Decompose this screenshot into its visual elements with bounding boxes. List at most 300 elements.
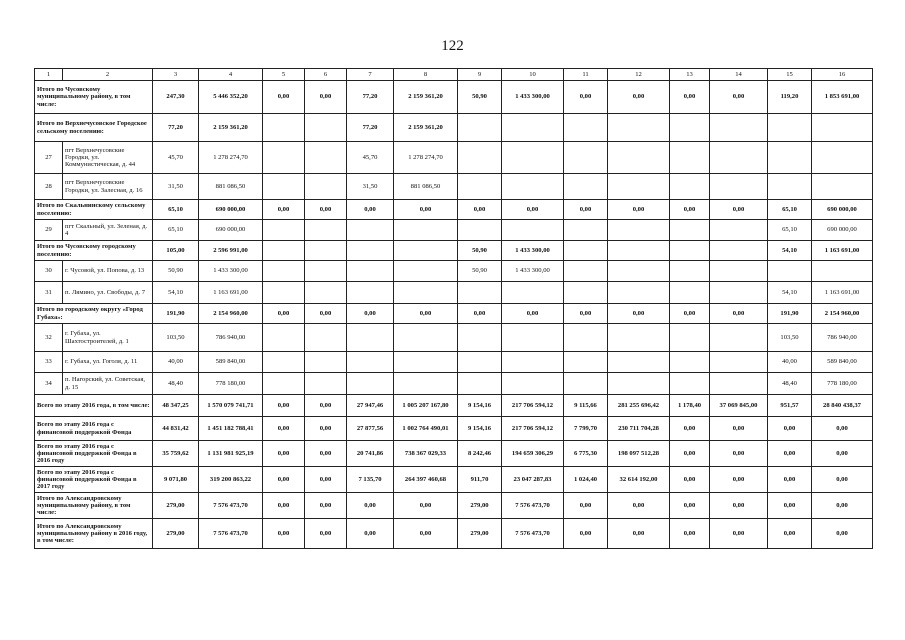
value-cell bbox=[263, 220, 305, 241]
value-cell: 0,00 bbox=[564, 81, 608, 114]
value-cell bbox=[564, 142, 608, 174]
value-cell: 1 005 207 167,80 bbox=[394, 395, 458, 417]
value-cell: 27 947,46 bbox=[347, 395, 394, 417]
value-cell: 0,00 bbox=[710, 441, 768, 467]
value-cell bbox=[670, 324, 710, 352]
value-cell: 2 159 361,20 bbox=[394, 114, 458, 142]
value-cell bbox=[564, 174, 608, 200]
value-cell: 32 614 192,00 bbox=[608, 467, 670, 493]
total-label: Всего по этапу 2016 года с финансовой поддержкой Фонда в 2017 году bbox=[35, 467, 153, 493]
value-cell bbox=[347, 324, 394, 352]
value-cell: 7 135,70 bbox=[347, 467, 394, 493]
value-cell: 31,50 bbox=[347, 174, 394, 200]
value-cell: 0,00 bbox=[670, 417, 710, 441]
value-cell bbox=[710, 174, 768, 200]
value-cell: 0,00 bbox=[670, 519, 710, 549]
value-cell bbox=[458, 324, 502, 352]
value-cell bbox=[263, 352, 305, 373]
value-cell: 6 775,30 bbox=[564, 441, 608, 467]
value-cell bbox=[502, 352, 564, 373]
value-cell bbox=[458, 114, 502, 142]
value-cell: 0,00 bbox=[347, 519, 394, 549]
value-cell bbox=[263, 114, 305, 142]
column-header: 14 bbox=[710, 69, 768, 81]
value-cell bbox=[768, 174, 812, 200]
value-cell: 0,00 bbox=[347, 493, 394, 519]
value-cell bbox=[394, 352, 458, 373]
value-cell: 319 200 863,22 bbox=[199, 467, 263, 493]
value-cell: 2 154 960,00 bbox=[199, 304, 263, 324]
value-cell: 0,00 bbox=[305, 441, 347, 467]
value-cell bbox=[768, 142, 812, 174]
value-cell: 50,90 bbox=[458, 81, 502, 114]
value-cell: 48 347,25 bbox=[153, 395, 199, 417]
value-cell: 0,00 bbox=[564, 304, 608, 324]
value-cell: 35 759,62 bbox=[153, 441, 199, 467]
value-cell bbox=[710, 324, 768, 352]
table-body bbox=[35, 69, 873, 549]
value-cell bbox=[670, 220, 710, 241]
value-cell: 0,00 bbox=[608, 519, 670, 549]
value-cell: 54,10 bbox=[153, 282, 199, 304]
value-cell bbox=[458, 282, 502, 304]
value-cell bbox=[347, 220, 394, 241]
table-row bbox=[35, 282, 873, 304]
value-cell: 48,40 bbox=[768, 373, 812, 395]
value-cell bbox=[502, 282, 564, 304]
row-index: 32 bbox=[35, 324, 63, 352]
value-cell: 778 180,00 bbox=[812, 373, 873, 395]
value-cell: 0,00 bbox=[305, 493, 347, 519]
column-header: 11 bbox=[564, 69, 608, 81]
value-cell: 7 576 473,70 bbox=[199, 519, 263, 549]
column-header: 8 bbox=[394, 69, 458, 81]
value-cell bbox=[768, 261, 812, 282]
value-cell: 50,90 bbox=[458, 261, 502, 282]
value-cell: 0,00 bbox=[263, 441, 305, 467]
value-cell: 0,00 bbox=[768, 493, 812, 519]
value-cell: 1 278 274,70 bbox=[199, 142, 263, 174]
value-cell: 0,00 bbox=[458, 304, 502, 324]
value-cell bbox=[394, 373, 458, 395]
value-cell bbox=[502, 220, 564, 241]
address-cell: пгт Верхнечусовские Городки, ул. Залесная, д. 16 bbox=[63, 174, 153, 200]
column-header: 13 bbox=[670, 69, 710, 81]
value-cell bbox=[502, 373, 564, 395]
value-cell: 1 433 300,00 bbox=[502, 261, 564, 282]
value-cell bbox=[347, 261, 394, 282]
value-cell bbox=[710, 282, 768, 304]
value-cell: 0,00 bbox=[564, 493, 608, 519]
value-cell: 0,00 bbox=[305, 304, 347, 324]
value-cell bbox=[305, 373, 347, 395]
value-cell: 7 799,70 bbox=[564, 417, 608, 441]
value-cell: 0,00 bbox=[670, 493, 710, 519]
value-cell bbox=[305, 282, 347, 304]
value-cell: 0,00 bbox=[768, 519, 812, 549]
value-cell: 0,00 bbox=[812, 493, 873, 519]
address-cell: пгт Скальный, ул. Зеленая, д. 4 bbox=[63, 220, 153, 241]
row-index: 31 bbox=[35, 282, 63, 304]
value-cell bbox=[564, 220, 608, 241]
value-cell: 738 367 029,33 bbox=[394, 441, 458, 467]
value-cell bbox=[394, 282, 458, 304]
value-cell: 0,00 bbox=[710, 304, 768, 324]
value-cell: 1 278 274,70 bbox=[394, 142, 458, 174]
row-index: 28 bbox=[35, 174, 63, 200]
total-label: Итого по Верхнечусовское Городское сельскому поселению: bbox=[35, 114, 153, 142]
value-cell bbox=[812, 261, 873, 282]
value-cell bbox=[458, 352, 502, 373]
value-cell: 0,00 bbox=[710, 200, 768, 220]
value-cell: 778 180,00 bbox=[199, 373, 263, 395]
value-cell bbox=[347, 241, 394, 261]
value-cell bbox=[502, 114, 564, 142]
value-cell bbox=[670, 261, 710, 282]
value-cell: 50,90 bbox=[153, 261, 199, 282]
value-cell bbox=[263, 261, 305, 282]
housing-program-table bbox=[34, 68, 873, 549]
value-cell bbox=[710, 373, 768, 395]
value-cell: 0,00 bbox=[263, 304, 305, 324]
value-cell: 0,00 bbox=[263, 493, 305, 519]
value-cell: 1 131 981 925,19 bbox=[199, 441, 263, 467]
value-cell: 0,00 bbox=[768, 441, 812, 467]
value-cell: 45,70 bbox=[153, 142, 199, 174]
value-cell: 0,00 bbox=[394, 304, 458, 324]
value-cell bbox=[347, 373, 394, 395]
total-row bbox=[35, 441, 873, 467]
value-cell: 65,10 bbox=[153, 200, 199, 220]
value-cell: 0,00 bbox=[608, 200, 670, 220]
column-header: 5 bbox=[263, 69, 305, 81]
column-header: 16 bbox=[812, 69, 873, 81]
value-cell: 27 877,56 bbox=[347, 417, 394, 441]
value-cell: 1 433 300,00 bbox=[199, 261, 263, 282]
row-index: 29 bbox=[35, 220, 63, 241]
address-cell: г. Губаха, ул. Шахтостроителей, д. 1 bbox=[63, 324, 153, 352]
value-cell: 23 047 287,83 bbox=[502, 467, 564, 493]
value-cell: 279,00 bbox=[153, 493, 199, 519]
value-cell bbox=[394, 241, 458, 261]
value-cell: 77,20 bbox=[153, 114, 199, 142]
column-header: 3 bbox=[153, 69, 199, 81]
column-header: 12 bbox=[608, 69, 670, 81]
value-cell bbox=[347, 282, 394, 304]
value-cell: 247,30 bbox=[153, 81, 199, 114]
value-cell: 0,00 bbox=[812, 467, 873, 493]
value-cell: 0,00 bbox=[347, 200, 394, 220]
value-cell: 0,00 bbox=[670, 467, 710, 493]
total-label: Итого по городскому округу «Город Губаха»: bbox=[35, 304, 153, 324]
value-cell bbox=[564, 352, 608, 373]
table-row bbox=[35, 352, 873, 373]
value-cell bbox=[608, 324, 670, 352]
value-cell: 105,00 bbox=[153, 241, 199, 261]
value-cell: 279,00 bbox=[458, 519, 502, 549]
value-cell bbox=[710, 352, 768, 373]
value-cell bbox=[564, 261, 608, 282]
value-cell: 48,40 bbox=[153, 373, 199, 395]
value-cell bbox=[394, 220, 458, 241]
value-cell: 0,00 bbox=[812, 441, 873, 467]
value-cell: 2 159 361,20 bbox=[394, 81, 458, 114]
value-cell bbox=[670, 282, 710, 304]
value-cell: 0,00 bbox=[710, 493, 768, 519]
value-cell: 911,70 bbox=[458, 467, 502, 493]
row-index: 27 bbox=[35, 142, 63, 174]
value-cell: 281 255 696,42 bbox=[608, 395, 670, 417]
value-cell bbox=[263, 282, 305, 304]
value-cell: 7 576 473,70 bbox=[502, 493, 564, 519]
value-cell: 0,00 bbox=[394, 200, 458, 220]
value-cell: 1 178,40 bbox=[670, 395, 710, 417]
value-cell bbox=[305, 220, 347, 241]
value-cell bbox=[670, 352, 710, 373]
value-cell: 50,90 bbox=[458, 241, 502, 261]
value-cell bbox=[394, 261, 458, 282]
value-cell: 0,00 bbox=[263, 519, 305, 549]
value-cell bbox=[263, 174, 305, 200]
total-label: Всего по этапу 2016 года с финансовой поддержкой Фонда bbox=[35, 417, 153, 441]
value-cell: 1 163 691,00 bbox=[812, 241, 873, 261]
value-cell: 0,00 bbox=[263, 395, 305, 417]
value-cell: 40,00 bbox=[768, 352, 812, 373]
row-index: 33 bbox=[35, 352, 63, 373]
value-cell: 0,00 bbox=[670, 441, 710, 467]
value-cell: 9 115,66 bbox=[564, 395, 608, 417]
total-row bbox=[35, 114, 873, 142]
value-cell bbox=[263, 142, 305, 174]
value-cell bbox=[502, 142, 564, 174]
value-cell bbox=[812, 114, 873, 142]
value-cell: 0,00 bbox=[768, 467, 812, 493]
column-header: 1 bbox=[35, 69, 63, 81]
address-cell: п. Нагорский, ул. Советская, д. 15 bbox=[63, 373, 153, 395]
value-cell: 198 097 512,28 bbox=[608, 441, 670, 467]
total-row bbox=[35, 81, 873, 114]
value-cell bbox=[263, 241, 305, 261]
value-cell bbox=[710, 220, 768, 241]
value-cell bbox=[394, 324, 458, 352]
column-header: 6 bbox=[305, 69, 347, 81]
value-cell: 1 451 182 788,41 bbox=[199, 417, 263, 441]
value-cell bbox=[608, 174, 670, 200]
value-cell bbox=[305, 142, 347, 174]
row-index: 34 bbox=[35, 373, 63, 395]
total-row bbox=[35, 395, 873, 417]
total-row bbox=[35, 241, 873, 261]
value-cell: 103,50 bbox=[153, 324, 199, 352]
total-label: Итого по Александровскому муниципальному району, в том числе: bbox=[35, 493, 153, 519]
value-cell bbox=[710, 241, 768, 261]
value-cell: 65,10 bbox=[768, 220, 812, 241]
value-cell: 0,00 bbox=[710, 519, 768, 549]
value-cell bbox=[263, 373, 305, 395]
address-cell: г. Губаха, ул. Гоголя, д. 11 bbox=[63, 352, 153, 373]
value-cell bbox=[564, 282, 608, 304]
value-cell bbox=[670, 174, 710, 200]
value-cell bbox=[608, 220, 670, 241]
value-cell bbox=[608, 352, 670, 373]
value-cell: 54,10 bbox=[768, 282, 812, 304]
value-cell: 0,00 bbox=[263, 467, 305, 493]
row-index: 30 bbox=[35, 261, 63, 282]
value-cell bbox=[608, 373, 670, 395]
value-cell bbox=[458, 174, 502, 200]
value-cell: 191,90 bbox=[768, 304, 812, 324]
value-cell: 0,00 bbox=[564, 200, 608, 220]
value-cell: 0,00 bbox=[502, 304, 564, 324]
value-cell: 279,00 bbox=[153, 519, 199, 549]
value-cell: 0,00 bbox=[710, 467, 768, 493]
total-label: Итого по Александровскому муниципальному району в 2016 году, в том числе: bbox=[35, 519, 153, 549]
value-cell: 279,00 bbox=[458, 493, 502, 519]
value-cell bbox=[305, 241, 347, 261]
value-cell: 1 163 691,00 bbox=[199, 282, 263, 304]
value-cell: 0,00 bbox=[608, 493, 670, 519]
value-cell bbox=[710, 261, 768, 282]
column-header: 10 bbox=[502, 69, 564, 81]
value-cell: 1 433 300,00 bbox=[502, 81, 564, 114]
value-cell bbox=[305, 352, 347, 373]
column-header: 7 bbox=[347, 69, 394, 81]
total-label: Итого по Чусовскому городскому поселению: bbox=[35, 241, 153, 261]
address-cell: п. Лямино, ул. Свободы, д. 7 bbox=[63, 282, 153, 304]
value-cell bbox=[670, 373, 710, 395]
value-cell bbox=[608, 241, 670, 261]
value-cell: 690 000,00 bbox=[199, 220, 263, 241]
value-cell bbox=[502, 174, 564, 200]
value-cell: 54,10 bbox=[768, 241, 812, 261]
address-cell: пгт Верхнечусовские Городки, ул. Коммунистическая, д. 44 bbox=[63, 142, 153, 174]
value-cell bbox=[305, 324, 347, 352]
value-cell: 8 242,46 bbox=[458, 441, 502, 467]
table-row bbox=[35, 261, 873, 282]
value-cell: 0,00 bbox=[305, 395, 347, 417]
value-cell: 194 659 306,29 bbox=[502, 441, 564, 467]
column-header: 9 bbox=[458, 69, 502, 81]
total-row bbox=[35, 200, 873, 220]
value-cell: 1 853 691,00 bbox=[812, 81, 873, 114]
value-cell: 2 596 991,00 bbox=[199, 241, 263, 261]
value-cell bbox=[305, 114, 347, 142]
total-row bbox=[35, 467, 873, 493]
value-cell: 264 397 460,68 bbox=[394, 467, 458, 493]
value-cell: 0,00 bbox=[670, 81, 710, 114]
value-cell: 951,57 bbox=[768, 395, 812, 417]
value-cell bbox=[608, 142, 670, 174]
value-cell bbox=[812, 142, 873, 174]
value-cell: 1 570 079 741,71 bbox=[199, 395, 263, 417]
value-cell bbox=[768, 114, 812, 142]
value-cell bbox=[812, 174, 873, 200]
value-cell: 20 741,86 bbox=[347, 441, 394, 467]
total-label: Итого по Чусовскому муниципальному району, в том числе: bbox=[35, 81, 153, 114]
value-cell: 217 706 594,12 bbox=[502, 395, 564, 417]
value-cell bbox=[564, 324, 608, 352]
value-cell: 0,00 bbox=[305, 519, 347, 549]
value-cell: 77,20 bbox=[347, 81, 394, 114]
value-cell: 9 071,80 bbox=[153, 467, 199, 493]
page-number: 122 bbox=[441, 38, 464, 54]
value-cell: 690 000,00 bbox=[199, 200, 263, 220]
total-row bbox=[35, 304, 873, 324]
value-cell: 1 024,40 bbox=[564, 467, 608, 493]
value-cell bbox=[564, 241, 608, 261]
value-cell: 1 002 764 490,01 bbox=[394, 417, 458, 441]
table-row bbox=[35, 373, 873, 395]
value-cell: 0,00 bbox=[305, 200, 347, 220]
value-cell bbox=[305, 261, 347, 282]
value-cell bbox=[564, 373, 608, 395]
value-cell: 191,90 bbox=[153, 304, 199, 324]
column-header: 4 bbox=[199, 69, 263, 81]
value-cell: 0,00 bbox=[710, 417, 768, 441]
value-cell: 7 576 473,70 bbox=[502, 519, 564, 549]
total-row bbox=[35, 493, 873, 519]
value-cell bbox=[502, 324, 564, 352]
value-cell: 1 163 691,00 bbox=[812, 282, 873, 304]
total-label: Всего по этапу 2016 года с финансовой поддержкой Фонда в 2016 году bbox=[35, 441, 153, 467]
value-cell: 9 154,16 bbox=[458, 417, 502, 441]
value-cell: 2 154 960,00 bbox=[812, 304, 873, 324]
value-cell: 0,00 bbox=[812, 417, 873, 441]
value-cell: 589 840,00 bbox=[812, 352, 873, 373]
value-cell bbox=[564, 114, 608, 142]
value-cell: 881 086,50 bbox=[394, 174, 458, 200]
value-cell bbox=[608, 114, 670, 142]
value-cell bbox=[608, 261, 670, 282]
value-cell: 0,00 bbox=[263, 200, 305, 220]
address-cell: г. Чусовой, ул. Попова, д. 13 bbox=[63, 261, 153, 282]
value-cell: 37 069 845,00 bbox=[710, 395, 768, 417]
value-cell bbox=[670, 142, 710, 174]
value-cell bbox=[710, 142, 768, 174]
value-cell: 0,00 bbox=[608, 304, 670, 324]
value-cell: 2 159 361,20 bbox=[199, 114, 263, 142]
value-cell: 690 000,00 bbox=[812, 200, 873, 220]
value-cell: 119,20 bbox=[768, 81, 812, 114]
value-cell: 103,50 bbox=[768, 324, 812, 352]
value-cell: 0,00 bbox=[305, 467, 347, 493]
column-header: 2 bbox=[63, 69, 153, 81]
value-cell: 44 831,42 bbox=[153, 417, 199, 441]
value-cell: 589 840,00 bbox=[199, 352, 263, 373]
value-cell bbox=[458, 220, 502, 241]
table-row bbox=[35, 174, 873, 200]
value-cell: 0,00 bbox=[768, 417, 812, 441]
value-cell: 0,00 bbox=[263, 81, 305, 114]
value-cell: 0,00 bbox=[394, 493, 458, 519]
value-cell: 0,00 bbox=[608, 81, 670, 114]
value-cell: 230 711 704,28 bbox=[608, 417, 670, 441]
value-cell: 0,00 bbox=[670, 304, 710, 324]
value-cell: 1 433 300,00 bbox=[502, 241, 564, 261]
value-cell: 65,10 bbox=[768, 200, 812, 220]
total-label: Всего по этапу 2016 года, в том числе: bbox=[35, 395, 153, 417]
value-cell: 0,00 bbox=[670, 200, 710, 220]
table-row bbox=[35, 142, 873, 174]
value-cell bbox=[263, 324, 305, 352]
table-row bbox=[35, 220, 873, 241]
value-cell: 9 154,16 bbox=[458, 395, 502, 417]
total-label: Итого по Скальнинскому сельскому поселению: bbox=[35, 200, 153, 220]
column-header: 15 bbox=[768, 69, 812, 81]
value-cell bbox=[608, 282, 670, 304]
value-cell: 0,00 bbox=[263, 417, 305, 441]
value-cell: 28 840 438,37 bbox=[812, 395, 873, 417]
